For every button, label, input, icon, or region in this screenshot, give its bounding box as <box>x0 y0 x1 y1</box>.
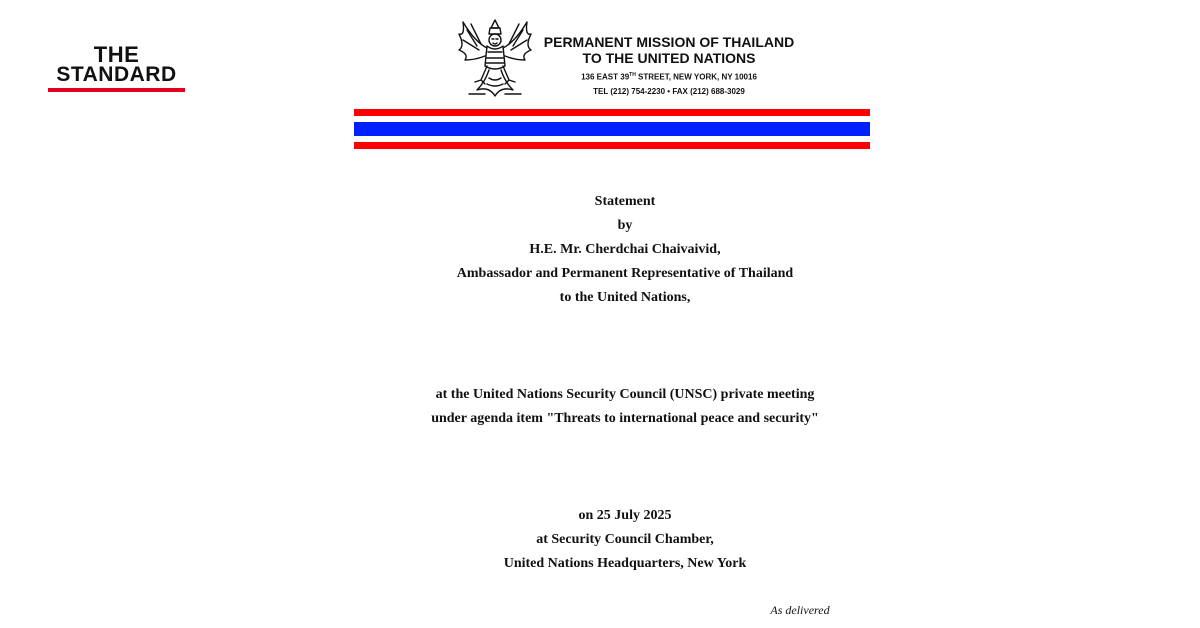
address-superscript: TH <box>629 72 636 78</box>
letterhead-contact: TEL (212) 754-2230 • FAX (212) 688-3029 <box>593 86 745 96</box>
statement-location1: at Security Council Chamber, <box>536 532 714 547</box>
letterhead <box>540 35 798 98</box>
flag-stripe-blue <box>354 122 870 136</box>
statement-to-un: to the United Nations, <box>559 290 691 305</box>
letterhead-address <box>540 68 798 85</box>
flag-stripe-red-bottom <box>354 142 870 149</box>
address-part-2: STREET, NEW YORK, NY 10016 <box>635 72 757 82</box>
statement-date: on 25 July 2025 <box>578 508 672 523</box>
statement-by: by <box>617 218 633 233</box>
statement-date-location <box>300 504 950 576</box>
venue-line1: at the United Nations Security Council (UNSC) private meeting <box>435 387 815 402</box>
letterhead-org-line1: PERMANENT MISSION OF THAILAND <box>543 34 795 50</box>
brand-logo-line2: STANDARD <box>56 63 177 86</box>
garuda-emblem-icon <box>455 16 535 100</box>
letterhead-org-line2: TO THE UNITED NATIONS <box>582 50 756 66</box>
statement-speaker: H.E. Mr. Cherdchai Chaivaivid, <box>529 242 721 257</box>
statement-title: Statement <box>594 194 656 209</box>
statement-role: Ambassador and Permanent Representative of Thailand <box>456 266 794 281</box>
statement-venue <box>300 383 950 431</box>
brand-logo[interactable] <box>48 42 185 92</box>
brand-logo-underline <box>48 88 185 92</box>
brand-logo-line1: THE <box>93 42 140 67</box>
flag-stripe-red-top <box>354 109 870 116</box>
statement-location2: United Nations Headquarters, New York <box>503 556 747 571</box>
statement-header <box>300 190 950 310</box>
address-part-1: 136 EAST 39 <box>581 72 630 82</box>
delivery-note: As delivered <box>770 603 830 617</box>
venue-line2: under agenda item "Threats to international peace and security" <box>431 411 819 426</box>
